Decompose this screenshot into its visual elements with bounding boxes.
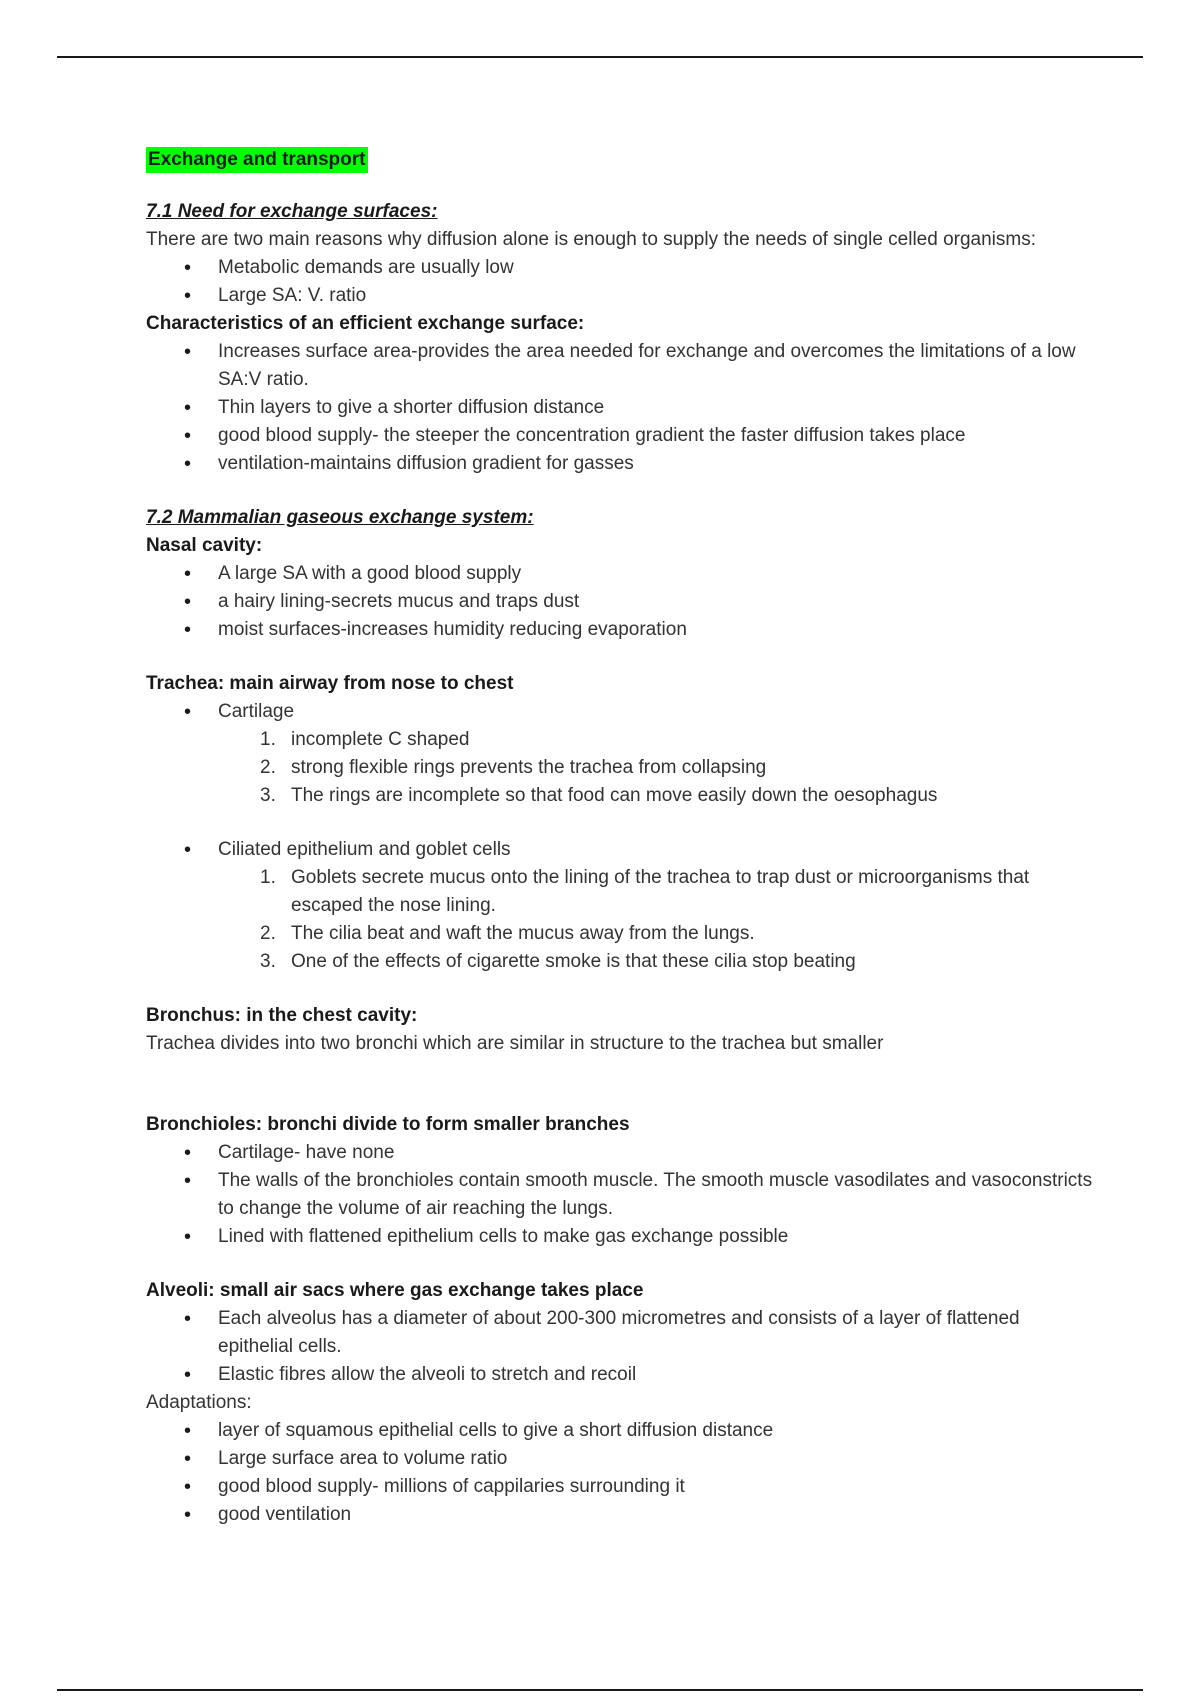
item-text: Goblets secrete mucus onto the lining of the trachea to trap dust or microorganisms that escaped the nose lining. (291, 867, 1030, 916)
list-item: • good blood supply- the steeper the concentration gradient the faster diffusion takes place (146, 422, 1096, 450)
list-item: • Lined with flattened epithelium cells to make gas exchange possible (146, 1223, 1096, 1251)
item-number: 3. (260, 951, 276, 972)
nasal-cavity-heading: Nasal cavity: (146, 535, 263, 556)
list-item: • layer of squamous epithelial cells to give a short diffusion distance (146, 1417, 1096, 1445)
numbered-item (146, 920, 1096, 948)
document-page (146, 146, 1096, 1529)
list-item: • good ventilation (146, 1501, 1096, 1529)
item-text: The rings are incomplete so that food can move easily down the oesophagus (291, 785, 938, 806)
item-number: 2. (260, 757, 276, 778)
reasons-list (146, 254, 1096, 310)
list-item (146, 836, 1096, 976)
list-item: • good blood supply- millions of cappilaries surrounding it (146, 1473, 1096, 1501)
list-item: • A large SA with a good blood supply (146, 560, 1096, 588)
list-item: • Large surface area to volume ratio (146, 1445, 1096, 1473)
list-item: • Metabolic demands are usually low (146, 254, 1096, 282)
characteristics-heading: Characteristics of an efficient exchange surface: (146, 313, 585, 334)
list-item (146, 698, 1096, 810)
numbered-item (146, 782, 1096, 810)
bronchioles-heading: Bronchioles: bronchi divide to form smaller branches (146, 1114, 630, 1135)
nasal-cavity-list (146, 560, 1096, 644)
bronchus-heading: Bronchus: in the chest cavity: (146, 1005, 418, 1026)
header-rule (57, 56, 1143, 58)
epithelium-points (146, 864, 1096, 976)
item-number: 1. (260, 867, 276, 888)
list-item: • moist surfaces-increases humidity reducing evaporation (146, 616, 1096, 644)
section-heading-7-1: 7.1 Need for exchange surfaces: (146, 201, 438, 222)
list-item: • Each alveolus has a diameter of about 200-300 micrometres and consists of a layer of flattened epithelial cells. (146, 1305, 1096, 1361)
item-number: 3. (260, 785, 276, 806)
item-number: 1. (260, 729, 276, 750)
alveoli-list (146, 1305, 1096, 1389)
list-item: • Cartilage- have none (146, 1139, 1096, 1167)
item-text: The cilia beat and waft the mucus away from the lungs. (291, 923, 755, 944)
numbered-item (146, 948, 1096, 976)
numbered-item (146, 864, 1096, 920)
list-item: • Large SA: V. ratio (146, 282, 1096, 310)
trachea-heading: Trachea: main airway from nose to chest (146, 673, 514, 694)
item-text: One of the effects of cigarette smoke is that these cilia stop beating (291, 951, 856, 972)
epithelium-label: Ciliated epithelium and goblet cells (218, 839, 511, 860)
characteristics-list (146, 338, 1096, 478)
footer-rule (57, 1689, 1143, 1691)
alveoli-heading: Alveoli: small air sacs where gas exchange takes place (146, 1280, 644, 1301)
item-text: strong flexible rings prevents the trachea from collapsing (291, 757, 767, 778)
list-item: • Thin layers to give a shorter diffusion distance (146, 394, 1096, 422)
list-item: • Elastic fibres allow the alveoli to stretch and recoil (146, 1361, 1096, 1389)
list-item: • a hairy lining-secrets mucus and traps dust (146, 588, 1096, 616)
list-item: • ventilation-maintains diffusion gradient for gasses (146, 450, 1096, 478)
trachea-epithelium-list (146, 836, 1096, 976)
item-text: incomplete C shaped (291, 729, 470, 750)
bronchus-text: Trachea divides into two bronchi which are similar in structure to the trachea but smaller (146, 1033, 884, 1054)
trachea-cartilage-list (146, 698, 1096, 810)
section-heading-7-2: 7.2 Mammalian gaseous exchange system: (146, 507, 534, 528)
numbered-item (146, 726, 1096, 754)
bronchioles-list (146, 1139, 1096, 1251)
item-number: 2. (260, 923, 276, 944)
numbered-item (146, 754, 1096, 782)
document-title: Exchange and transport (146, 147, 368, 173)
cartilage-points (146, 726, 1096, 810)
adaptations-list (146, 1417, 1096, 1529)
section-7-1-intro: There are two main reasons why diffusion alone is enough to supply the needs of single celled organisms: (146, 229, 1037, 250)
list-item: • The walls of the bronchioles contain smooth muscle. The smooth muscle vasodilates and vasoconstricts to change the volume of air reaching the lungs. (146, 1167, 1096, 1223)
cartilage-label: Cartilage (218, 701, 295, 722)
adaptations-label: Adaptations: (146, 1392, 252, 1413)
list-item: • Increases surface area-provides the area needed for exchange and overcomes the limitations of a low SA:V ratio. (146, 338, 1096, 394)
